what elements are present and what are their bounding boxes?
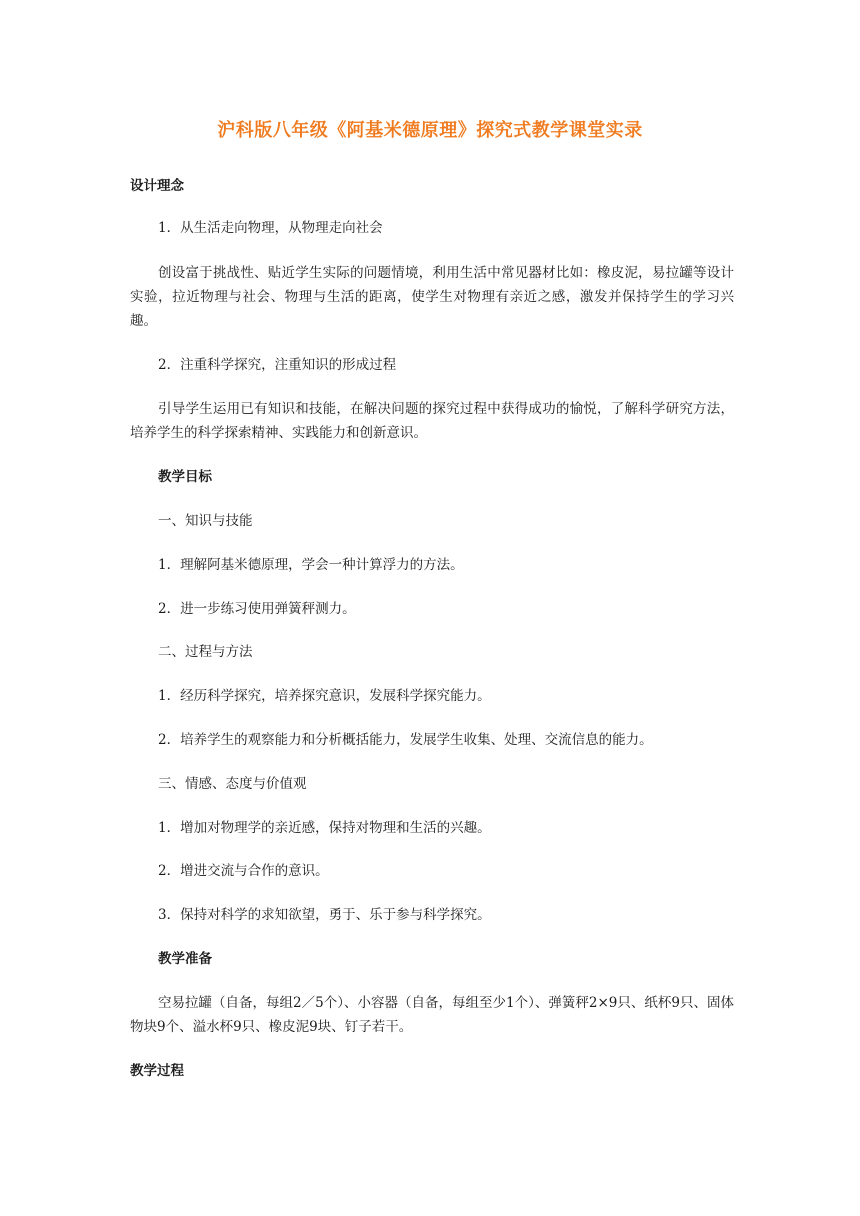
goals-subheading-process: 二、过程与方法 — [158, 644, 253, 660]
design-concept-paragraph-2: 引导学生运用已有知识和技能，在解决问题的探究过程中获得成功的愉悦，了解科学研究方法，培养学生的科学探索精神、实践能力和创新意识。 — [130, 401, 734, 441]
goals-attitude-item: 1．增加对物理学的亲近感，保持对物理和生活的兴趣。 — [158, 820, 491, 836]
goals-process-item: 2．培养学生的观察能力和分析概括能力，发展学生收集、处理、交流信息的能力。 — [158, 732, 653, 748]
design-concept-paragraph-1: 创设富于挑战性、贴近学生实际的问题情境，利用生活中常见器材比如：橡皮泥，易拉罐等设计实验，拉近物理与社会、物理与生活的距离，使学生对物理有亲近之感，激发并保持学生的学习兴趣。 — [130, 265, 734, 329]
document-title: 沪科版八年级《阿基米德原理》探究式教学课堂实录 — [217, 120, 643, 141]
goals-process-item: 1．经历科学探究，培养探究意识，发展科学探究能力。 — [158, 688, 491, 704]
heading-teaching-goals: 教学目标 — [158, 469, 212, 485]
goals-attitude-item: 2．增进交流与合作的意识。 — [158, 863, 329, 879]
goals-knowledge-item: 1．理解阿基米德原理，学会一种计算浮力的方法。 — [158, 557, 464, 573]
preparation-paragraph: 空易拉罐（自备，每组2／5个）、小容器（自备，每组至少1个）、弹簧秤2×9只、纸杯9只、固体物块9个、溢水杯9只、橡皮泥9块、钉子若干。 — [130, 995, 734, 1035]
heading-design-concept: 设计理念 — [130, 178, 184, 194]
goals-subheading-attitude: 三、情感、态度与价值观 — [158, 776, 307, 792]
design-concept-item-1: 1．从生活走向物理，从物理走向社会 — [158, 220, 383, 236]
goals-subheading-knowledge: 一、知识与技能 — [158, 513, 253, 529]
goals-knowledge-item: 2．进一步练习使用弹簧秤测力。 — [158, 601, 356, 617]
heading-teaching-process: 教学过程 — [130, 1063, 184, 1079]
heading-preparation: 教学准备 — [158, 951, 212, 967]
design-concept-item-2: 2．注重科学探究，注重知识的形成过程 — [158, 357, 397, 373]
goals-attitude-item: 3．保持对科学的求知欲望，勇于、乐于参与科学探究。 — [158, 907, 491, 923]
